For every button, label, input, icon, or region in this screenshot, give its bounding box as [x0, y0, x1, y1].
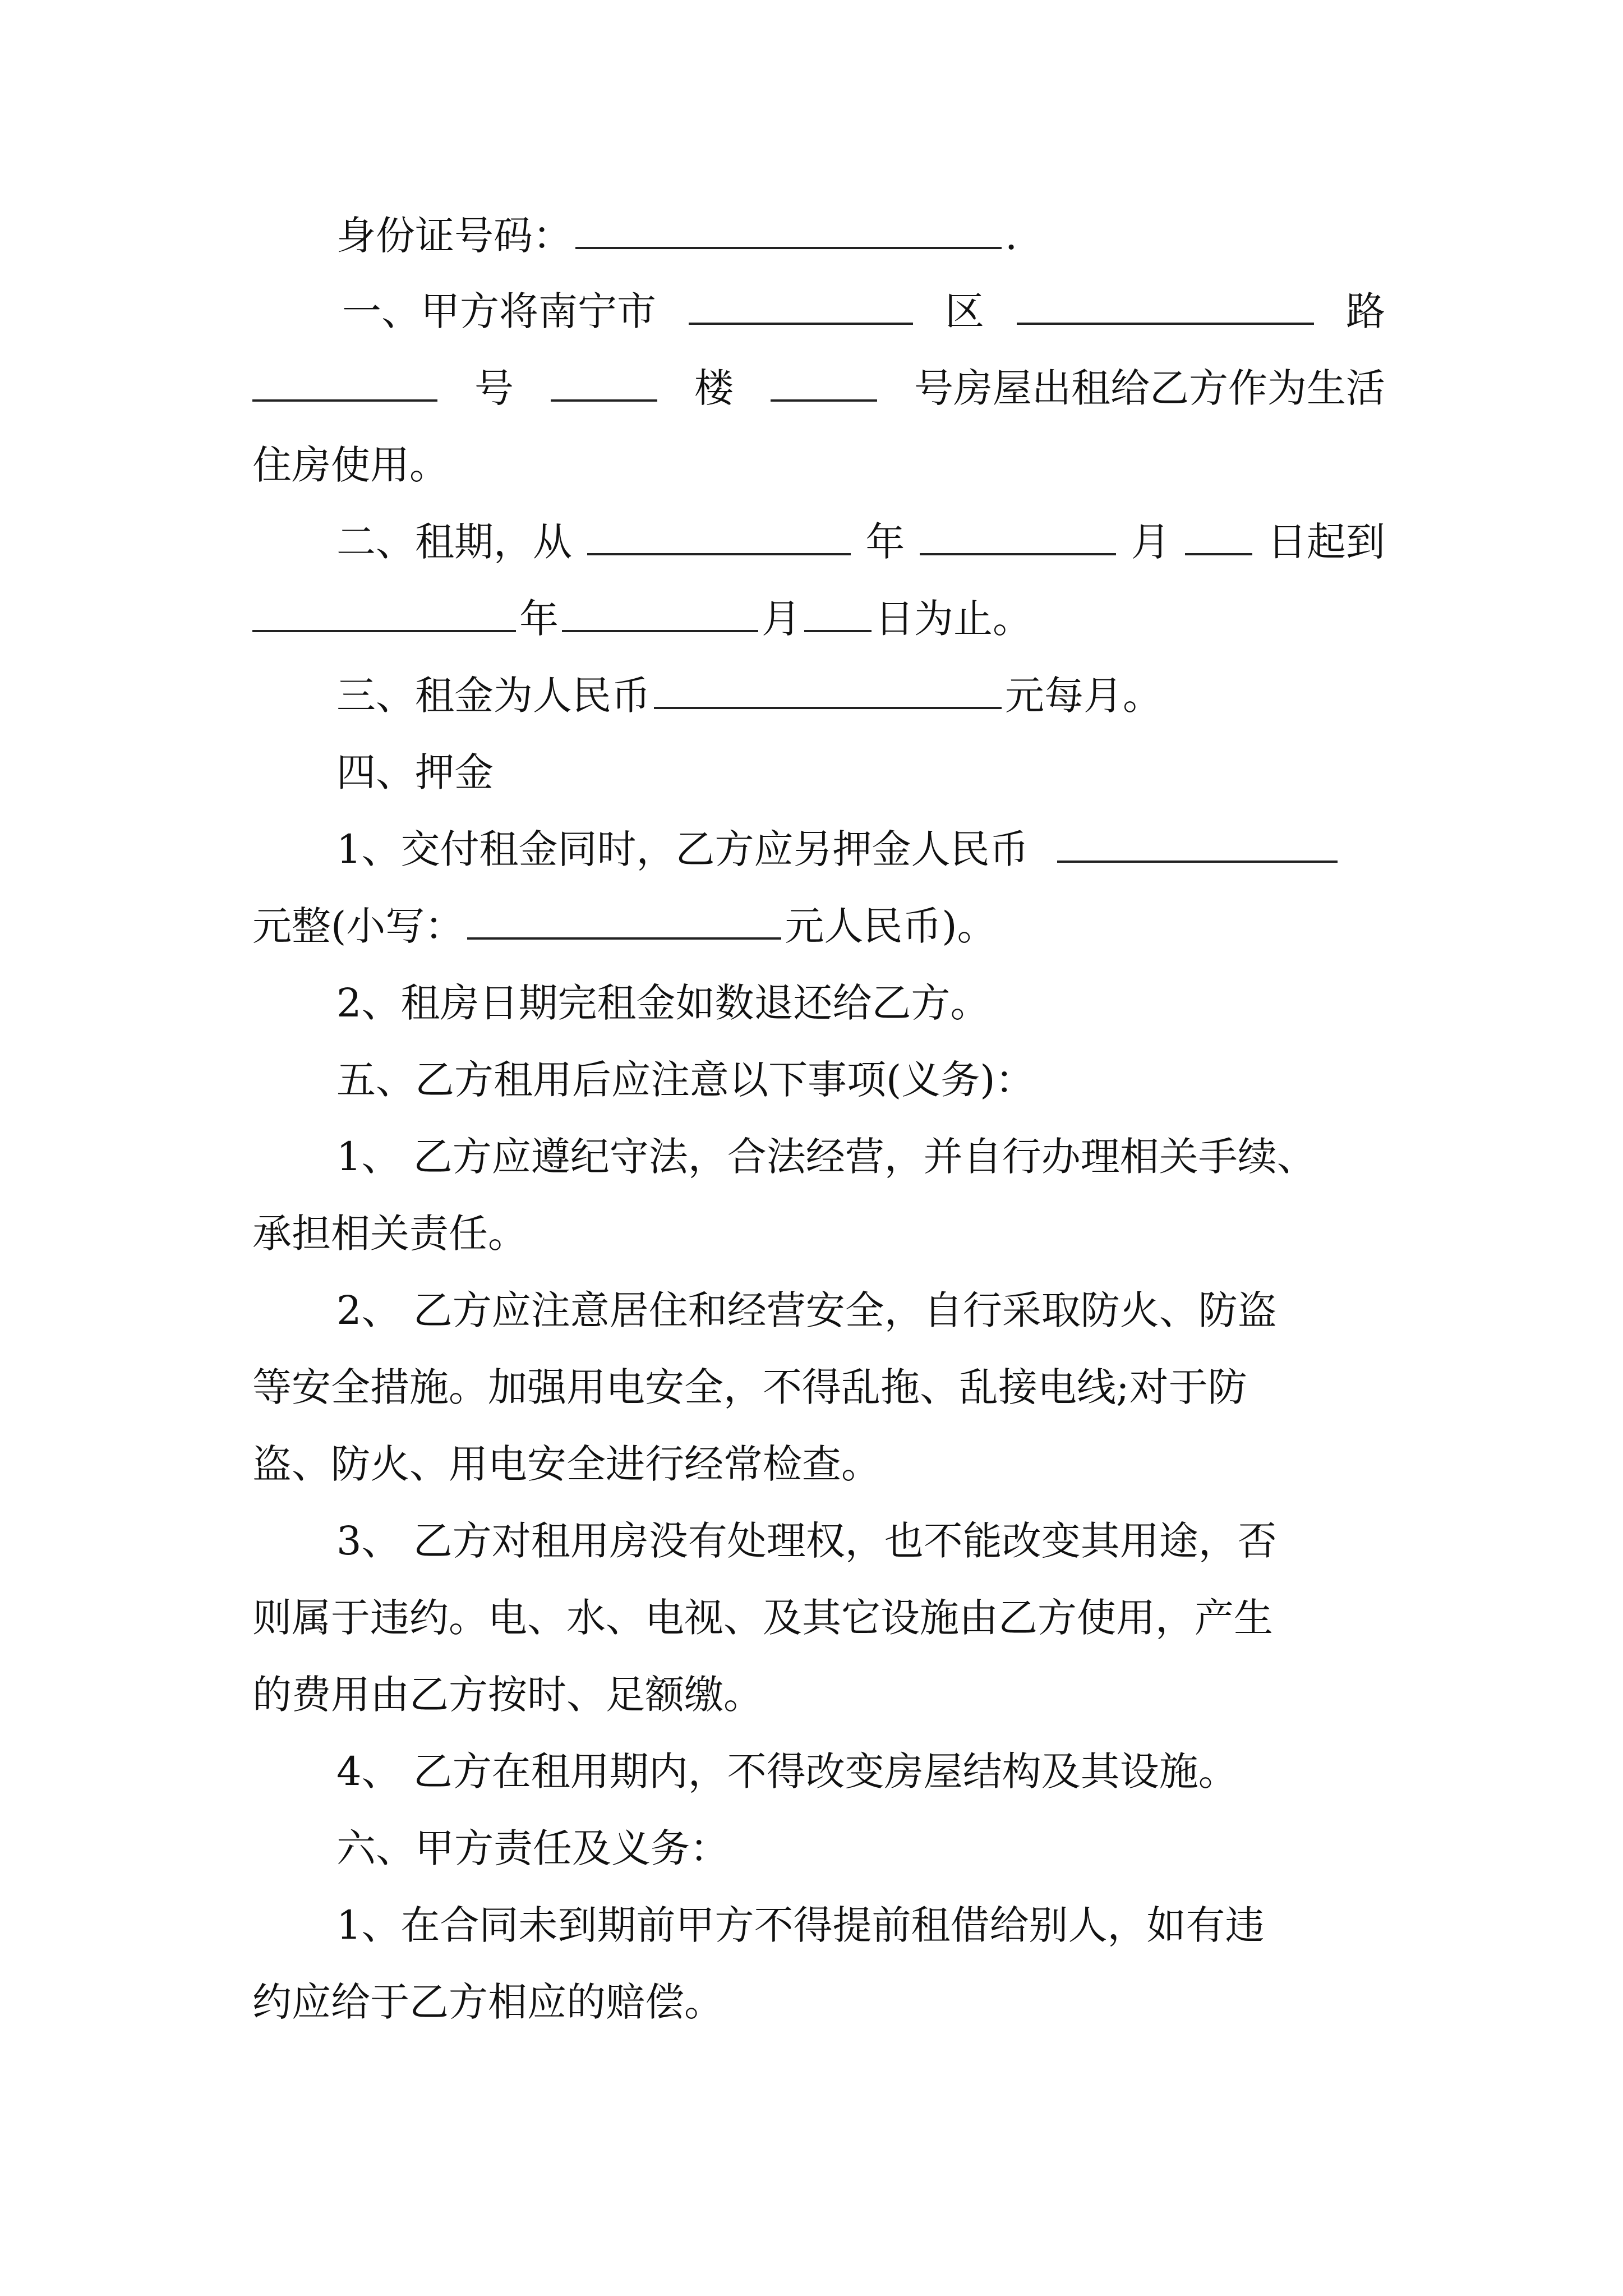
clause-1-line-1	[252, 283, 1385, 339]
clause-6-heading	[252, 1820, 1385, 1876]
clause-5-item-2-text-c: 盗、防火、用电安全进行经常检查。	[252, 1441, 880, 1487]
clause-4-heading	[252, 744, 1385, 800]
road-blank[interactable]	[1017, 283, 1314, 325]
deposit-text-a: 1、交付租金同时，乙方应另押金人民币	[336, 826, 1029, 872]
clause-2-text-a: 二、租期，从	[336, 519, 572, 565]
building-blank[interactable]	[551, 360, 657, 402]
room-blank[interactable]	[771, 360, 877, 402]
id-number-label: 身份证号码：	[336, 213, 572, 259]
clause-1-line-2	[252, 360, 1385, 416]
start-month-blank[interactable]	[920, 514, 1116, 555]
clause-2-text-b: 年	[865, 519, 905, 565]
clause-1-text-b: 区	[945, 288, 984, 334]
clause-5-item-1-text-a: 1、 乙方应遵纪守法，合法经营，并自行办理相关手续、	[336, 1134, 1316, 1180]
id-number-blank[interactable]	[575, 208, 1002, 249]
clause-5-item-4-text: 4、 乙方在租用期内，不得改变房屋结构及其设施。	[336, 1749, 1238, 1795]
clause-5-heading	[252, 1052, 1385, 1108]
clause-2-text-g: 日为止。	[875, 596, 1032, 642]
clause-5-item-2-text-a: 2、 乙方应注意居住和经营安全，自行采取防火、防盗	[336, 1287, 1277, 1333]
clause-3-line	[252, 668, 1385, 724]
district-blank[interactable]	[689, 283, 913, 325]
rent-blank[interactable]	[654, 668, 1002, 709]
clause-2-text-e: 年	[519, 596, 559, 642]
clause-6-item-1-text-a: 1、在合同未到期前甲方不得提前租借给别人，如有违	[336, 1902, 1265, 1948]
clause-5-item-3-text-c: 的费用由乙方按时、足额缴。	[252, 1672, 763, 1718]
clause-4-item-1-line-2	[252, 898, 1385, 954]
clause-4-item-2	[252, 975, 1385, 1031]
clause-5-item-2-line-1	[252, 1282, 1385, 1338]
start-year-blank[interactable]	[587, 514, 851, 555]
clause-3-text-a: 三、租金为人民币	[336, 673, 651, 719]
clause-2-text-d: 日起到	[1267, 519, 1385, 565]
end-month-blank[interactable]	[562, 591, 758, 632]
clause-6-item-1-line-2	[252, 1974, 1385, 2030]
clause-5-item-2-line-3	[252, 1436, 1385, 1492]
number-blank[interactable]	[252, 360, 437, 402]
clause-5-item-2-line-2	[252, 1359, 1385, 1415]
deposit-text-b: 元整(小写：	[252, 903, 464, 949]
clause-3-text-b: 元每月。	[1005, 673, 1162, 719]
clause-5-item-3-text-b: 则属于违约。电、水、电视、及其它设施由乙方使用，产生	[252, 1595, 1273, 1641]
clause-5-item-1-line-1	[252, 1129, 1385, 1185]
clause-4-text: 四、押金	[336, 749, 494, 795]
clause-5-item-3-line-3	[252, 1667, 1385, 1723]
clause-5-item-1-line-2	[252, 1205, 1385, 1262]
clause-1-text-a: 一、甲方将南宁市	[342, 288, 656, 334]
deposit-text-c: 元人民币)。	[785, 903, 997, 949]
end-day-blank[interactable]	[804, 591, 872, 632]
clause-5-heading-text: 五、乙方租用后应注意以下事项(义务)：	[336, 1057, 1035, 1103]
clause-2-line-2	[252, 591, 1385, 647]
start-day-blank[interactable]	[1185, 514, 1252, 555]
end-year-blank[interactable]	[252, 591, 516, 632]
clause-6-heading-text: 六、甲方责任及义务：	[336, 1825, 729, 1871]
clause-5-item-3-line-2	[252, 1590, 1385, 1646]
clause-6-item-1-text-b: 约应给于乙方相应的赔偿。	[252, 1979, 723, 2025]
clause-5-item-3-text-a: 3、 乙方对租用房没有处理权，也不能改变其用途，否	[336, 1518, 1277, 1564]
deposit-amount-blank[interactable]	[1057, 821, 1338, 863]
clause-2-text-f: 月	[762, 596, 801, 642]
deposit-lowercase-blank[interactable]	[467, 898, 781, 940]
clause-1-text-f: 号房屋出租给乙方作为生活	[914, 365, 1385, 411]
id-number-period: .	[1005, 213, 1018, 259]
clause-6-item-1-line-1	[252, 1897, 1385, 1953]
clause-5-item-1-text-b: 承担相关责任。	[252, 1211, 527, 1257]
clause-1-text-g: 住房使用。	[252, 442, 449, 488]
clause-5-item-3-line-1	[252, 1513, 1385, 1569]
clause-1-line-3	[252, 437, 1385, 493]
clause-5-item-2-text-b: 等安全措施。加强用电安全，不得乱拖、乱接电线;对于防	[252, 1364, 1247, 1410]
clause-2-text-c: 月	[1131, 519, 1170, 565]
clause-1-text-d: 号	[474, 365, 514, 411]
clause-4-item-2-text: 2、租房日期完租金如数退还给乙方。	[336, 980, 990, 1026]
id-number-line	[252, 208, 1385, 264]
clause-5-item-4	[252, 1743, 1385, 1800]
clause-2-line-1	[252, 514, 1385, 570]
clause-1-text-e: 楼	[694, 365, 734, 411]
clause-1-text-c: 路	[1346, 288, 1385, 334]
clause-4-item-1-line-1	[252, 821, 1385, 877]
